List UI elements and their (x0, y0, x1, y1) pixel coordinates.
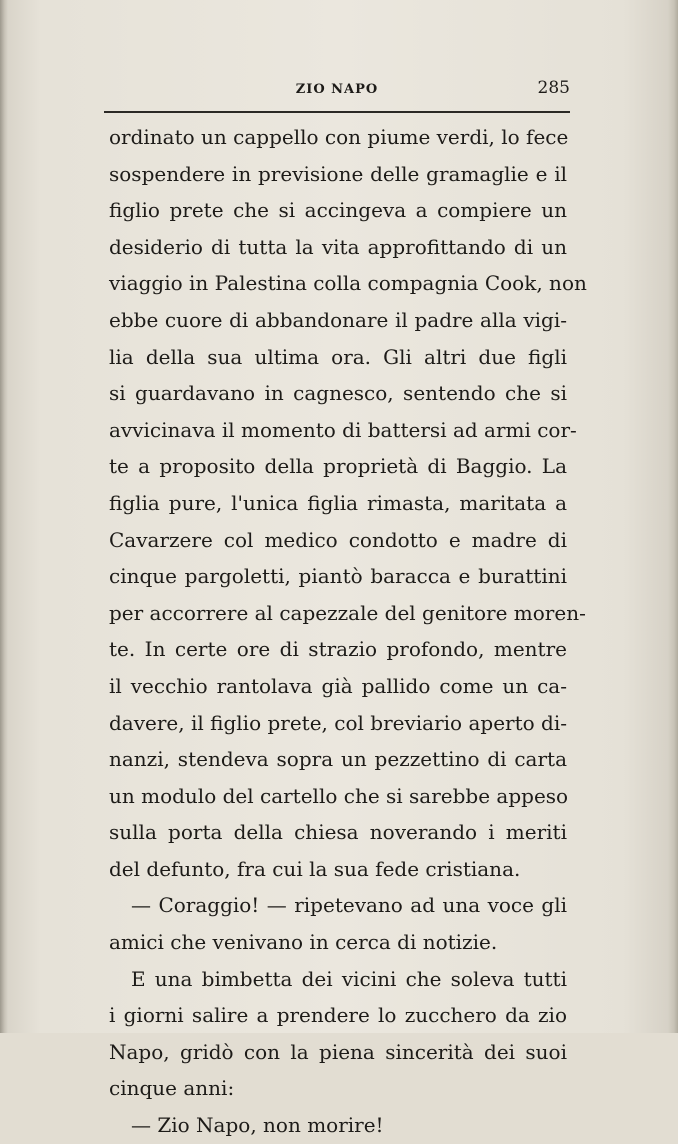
text-line: ebbe cuore di abbandonare il padre alla vigi- (109, 307, 567, 332)
text-line: i giorni salire a prendere lo zucchero da zio (109, 1003, 567, 1028)
text-line: ordinato un cappello con piume verdi, lo fece (109, 125, 569, 149)
text-line: Cavarzere col medico condotto e madre di (109, 527, 567, 552)
text-line: Napo, gridò con la piena sincerità dei suoi (109, 1039, 567, 1064)
text-line: figlio prete che si accingeva a compiere un (109, 198, 567, 223)
text-line: un modulo del cartello che si sarebbe appeso (109, 783, 569, 808)
text-line: — Coraggio! — ripetevano ad una voce gli (131, 893, 567, 918)
text-line: viaggio in Palestina colla compagnia Cook, non (109, 271, 587, 296)
header-rule (104, 111, 570, 113)
text-line: lia della sua ultima ora. Gli altri due figli (109, 344, 567, 369)
page-header (104, 78, 570, 102)
page-number: 285 (537, 78, 570, 98)
text-line: avvicinava il momento di battersi ad armi cor- (109, 417, 577, 442)
text-line: si guardavano in cagnesco, sentendo che si (109, 381, 567, 406)
text-line: per accorrere al capezzale del genitore moren- (109, 600, 586, 625)
text-line: del defunto, fra cui la sua fede cristiana. (109, 856, 521, 881)
text-line: sospendere in previsione delle gramaglie e il (109, 161, 567, 186)
text-line: davere, il figlio prete, col breviario aperto di- (109, 710, 567, 735)
page-right-edge (668, 0, 678, 1033)
page-left-edge (0, 0, 8, 1033)
text-line: figlia pure, l'unica figlia rimasta, maritata a (109, 490, 567, 515)
body-text (109, 119, 587, 1144)
running-title: ZIO NAPO (295, 82, 379, 97)
text-line: desiderio di tutta la vita approfittando di un (109, 234, 567, 259)
text-line: te. In certe ore di strazio profondo, mentre (109, 637, 567, 662)
text-line: sulla porta della chiesa noverando i meriti (109, 820, 567, 845)
text-line: amici che venivano in cerca di notizie. (109, 930, 498, 955)
text-line: cinque pargoletti, piantò baracca e burattini (109, 564, 567, 589)
text-line: E una bimbetta dei vicini che soleva tutti (131, 966, 567, 991)
text-line: il vecchio rantolava già pallido come un ca- (109, 673, 567, 698)
text-line: — Zio Napo, non morire! (131, 1113, 384, 1138)
text-line: te a proposito della proprietà di Baggio. La (109, 454, 567, 479)
text-line: cinque anni: (109, 1076, 235, 1101)
text-line: nanzi, stendeva sopra un pezzettino di carta (109, 747, 567, 772)
